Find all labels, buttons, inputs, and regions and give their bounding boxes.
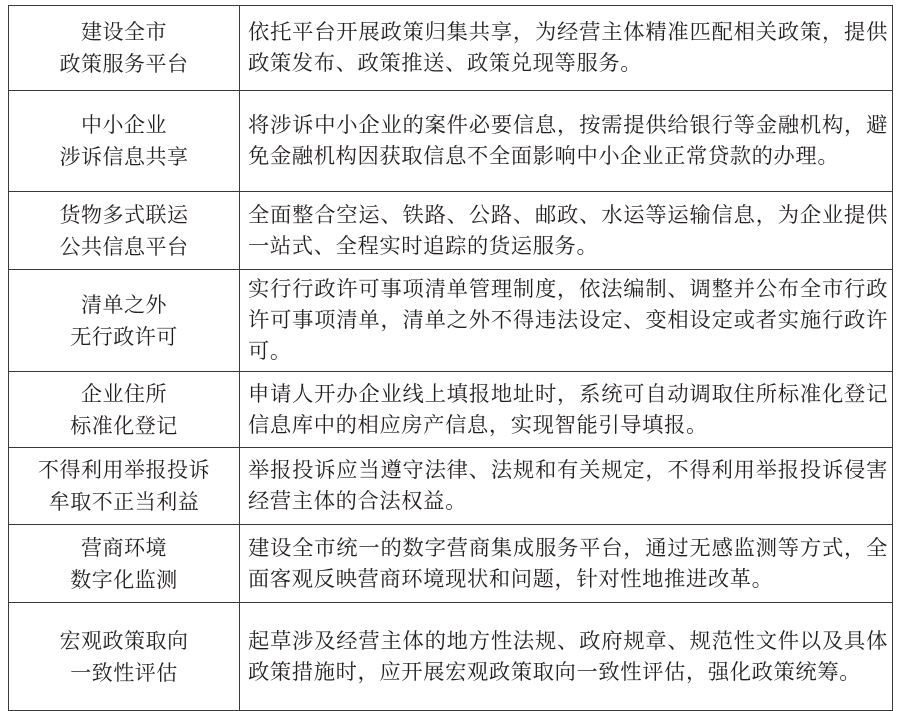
term-cell: [9, 270, 240, 372]
term-line: 牟取不正当利益: [48, 490, 200, 514]
description-cell: 将涉诉中小企业的案件必要信息，按需提供给银行等金融机构，避免金融机构因获取信息不全面影响中小企业正常贷款的办理。: [240, 91, 893, 192]
term-line: 数字化监测: [70, 567, 178, 592]
term-line: 中小企业: [81, 113, 167, 137]
term-line: 公共信息平台: [59, 234, 189, 259]
term-cell: [9, 525, 240, 603]
table-row: [9, 6, 893, 91]
term-line: 营商环境: [81, 535, 167, 560]
table-row: [9, 448, 893, 525]
table-row: [9, 192, 893, 270]
term-line: 清单之外: [81, 292, 167, 317]
description-cell: 全面整合空运、铁路、公路、邮政、水运等运输信息，为企业提供一站式、全程实时追踪的货运服务。: [240, 192, 893, 270]
description-cell: 申请人开办企业线上填报地址时，系统可自动调取住所标准化登记信息库中的相应房产信息，实现智能引导填报。: [240, 372, 893, 448]
term-line: 一致性评估: [70, 660, 178, 685]
table-row: [9, 270, 893, 372]
term-cell: [9, 372, 240, 448]
term-line: 企业住所: [81, 381, 167, 406]
description-cell: 举报投诉应当遵守法律、法规和有关规定，不得利用举报投诉侵害经营主体的合法权益。: [240, 448, 893, 525]
table-row: [9, 91, 893, 192]
term-line: 无行政许可: [70, 324, 178, 349]
policy-terms-table: [8, 5, 893, 711]
table-row: [9, 372, 893, 448]
term-cell: [9, 448, 240, 525]
term-line: 建设全市: [81, 20, 167, 44]
term-line: 宏观政策取向: [59, 628, 189, 653]
description-cell: 实行行政许可事项清单管理制度，依法编制、调整并公布全市行政许可事项清单，清单之外不得违法设定、变相设定或者实施行政许可。: [240, 270, 893, 372]
term-cell: [9, 603, 240, 711]
description-cell: 建设全市统一的数字营商集成服务平台，通过无感监测等方式，全面客观反映营商环境现状和问题，针对性地推进改革。: [240, 525, 893, 603]
term-line: 涉诉信息共享: [59, 145, 189, 169]
term-cell: [9, 192, 240, 270]
table-row: [9, 525, 893, 603]
description-cell: 起草涉及经营主体的地方性法规、政府规章、规范性文件以及具体政策措施时，应开展宏观政策取向一致性评估，强化政策统筹。: [240, 603, 893, 711]
term-line: 标准化登记: [70, 413, 178, 438]
description-cell: 依托平台开展政策归集共享，为经营主体精准匹配相关政策，提供政策发布、政策推送、政策兑现等服务。: [240, 6, 893, 91]
term-line: 政策服务平台: [59, 52, 189, 76]
table-row: [9, 603, 893, 711]
term-cell: [9, 91, 240, 192]
term-line: 货物多式联运: [59, 202, 189, 227]
term-line: 不得利用举报投诉: [38, 458, 210, 482]
term-cell: [9, 6, 240, 91]
